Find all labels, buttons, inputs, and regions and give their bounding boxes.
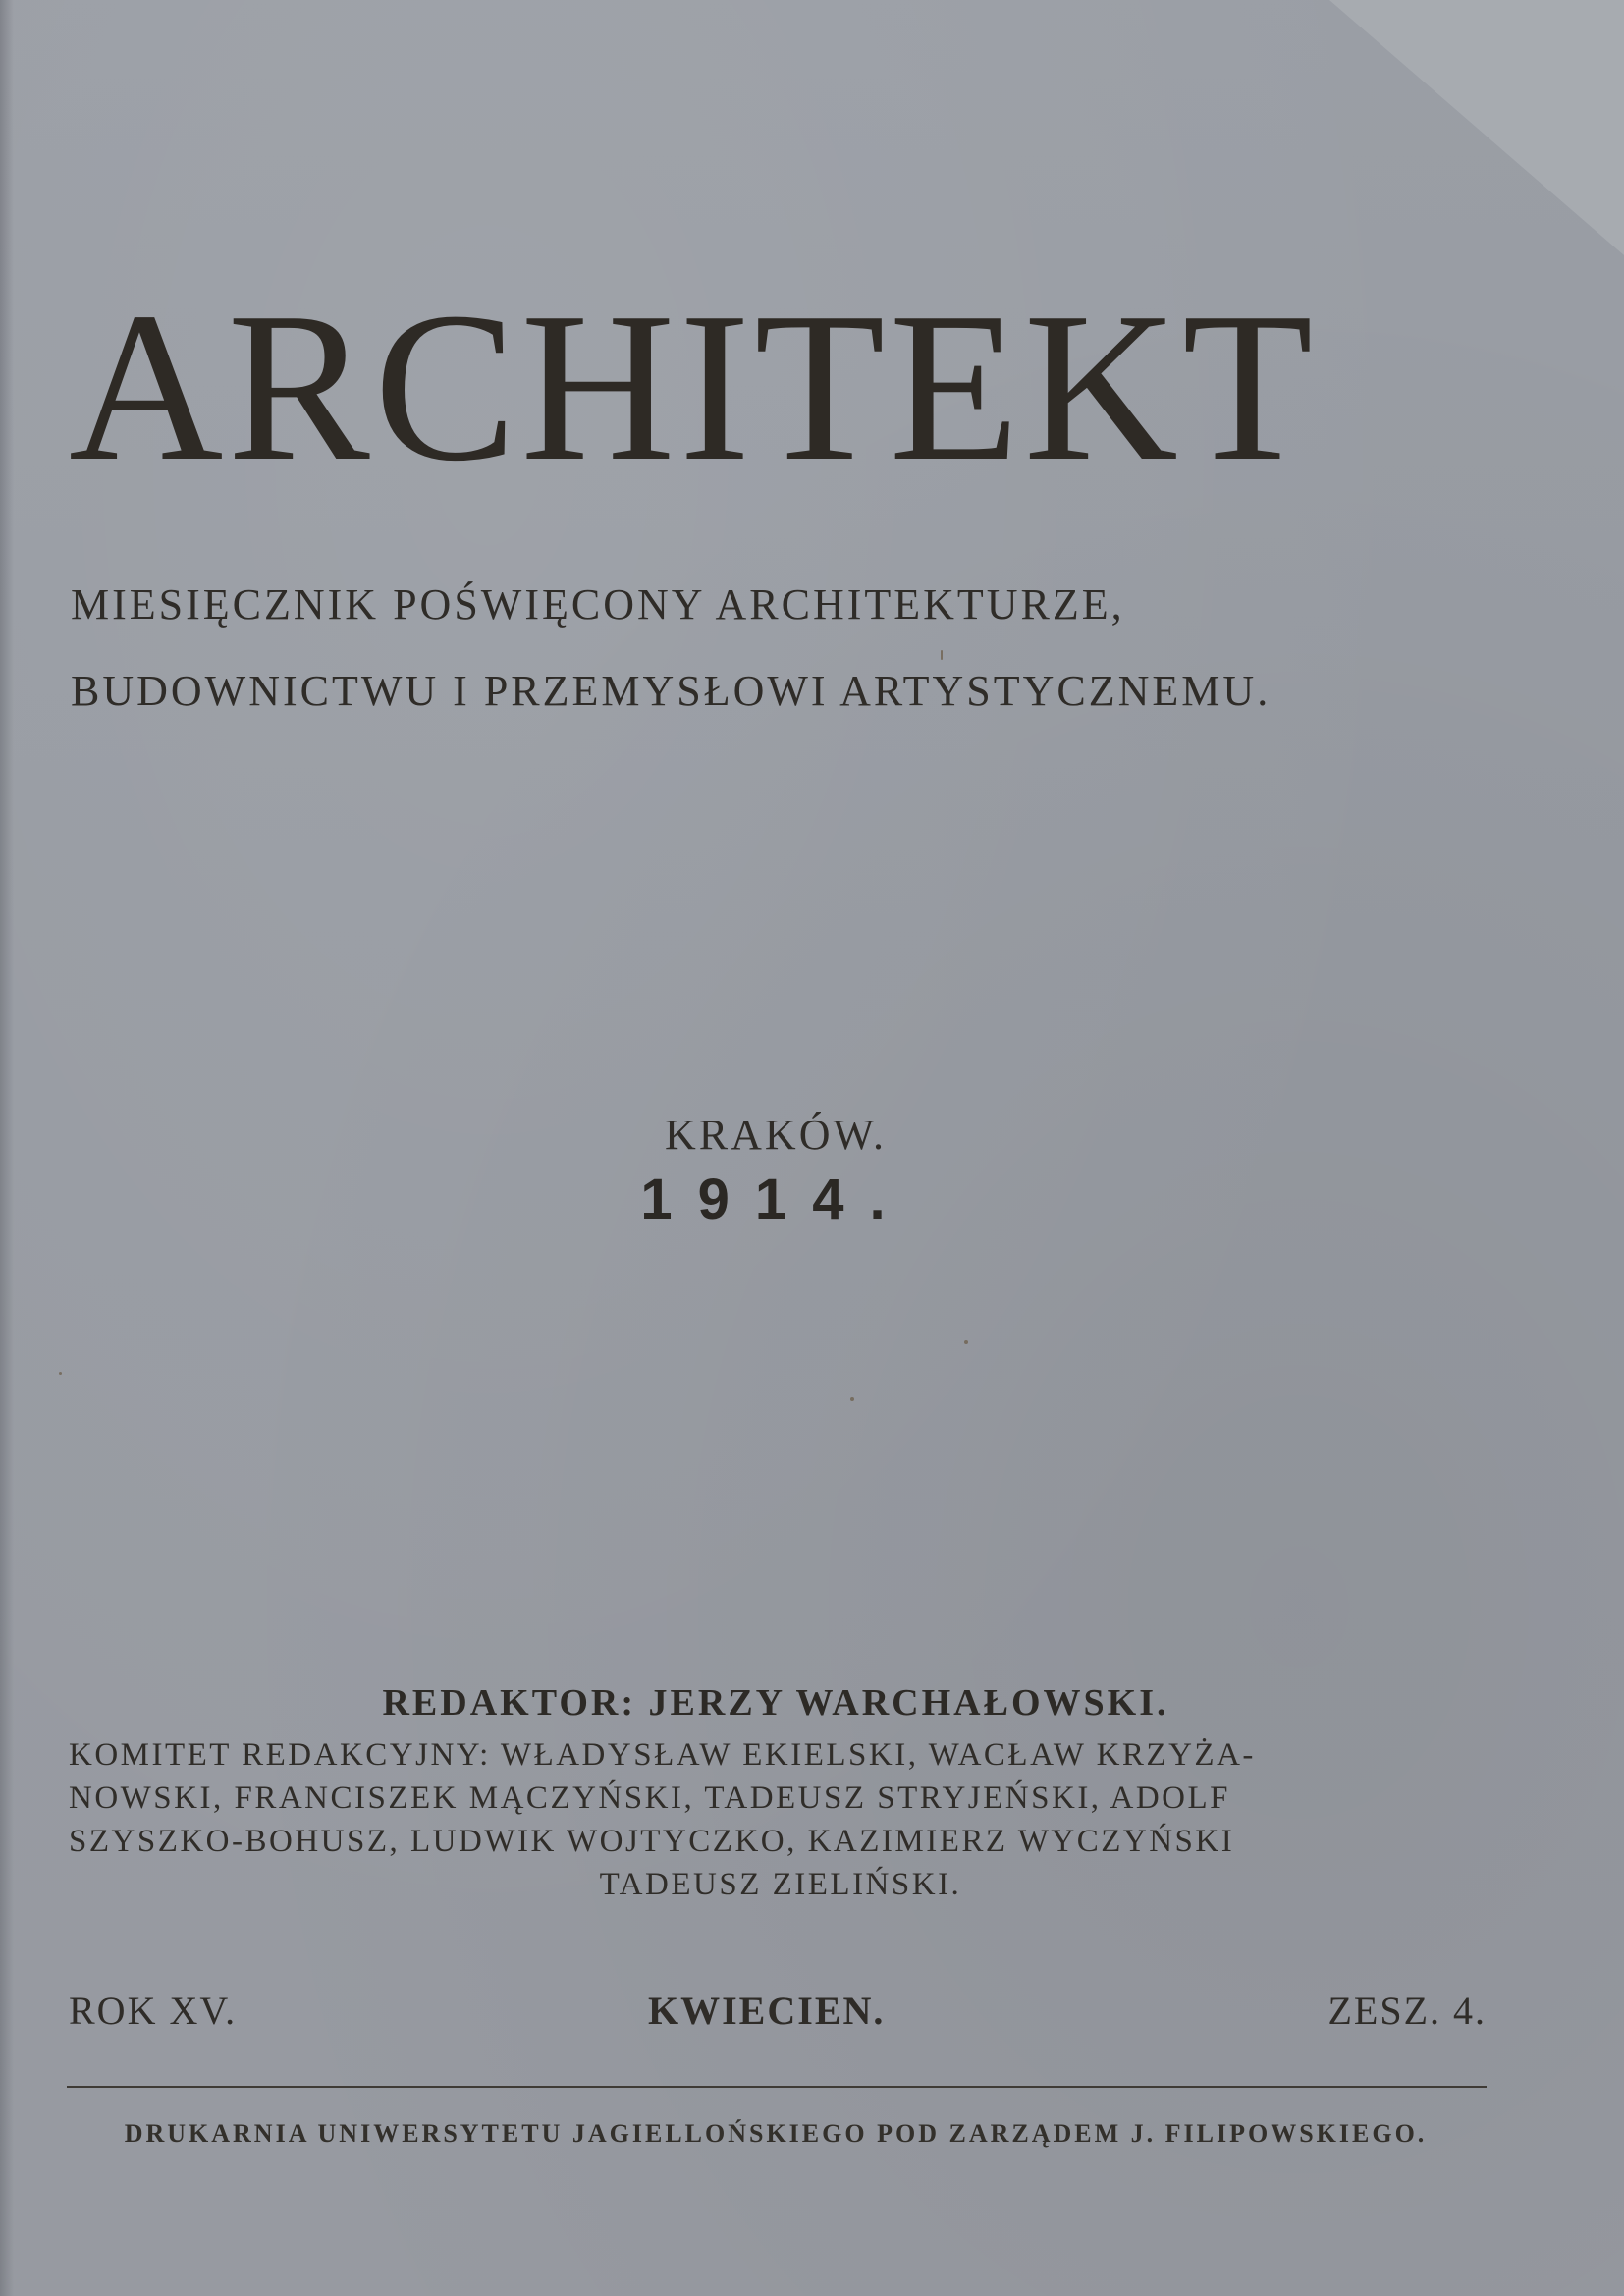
editor-credit: REDAKTOR: JERZY WARCHAŁOWSKI. (382, 1682, 1169, 1723)
divider-rule (67, 2086, 1487, 2088)
folded-corner (1329, 0, 1624, 255)
issue-info-row (69, 1988, 1487, 2043)
publication-year: 1914. (640, 1168, 911, 1231)
paper-speck (59, 1372, 62, 1375)
committee-line: NOWSKI, FRANCISZEK MĄCZYŃSKI, TADEUSZ STRYJEŃSKI, ADOLF (69, 1780, 1230, 1816)
subtitle-line-2: BUDOWNICTWU I PRZEMYSŁOWI ARTYSTYCZNEMU. (71, 667, 1272, 715)
committee-line: TADEUSZ ZIELIŃSKI. (599, 1867, 962, 1902)
subtitle-line-1: MIESIĘCZNIK POŚWIĘCONY ARCHITEKTURZE, (71, 580, 1125, 629)
paper-speck (964, 1340, 968, 1344)
printer-imprint: DRUKARNIA UNIWERSYTETU JAGIELLOŃSKIEGO POD ZARZĄDEM J. FILIPOWSKIEGO. (124, 2119, 1428, 2148)
magazine-title: ARCHITEKT (69, 269, 1318, 506)
volume-number: ROK XV. (69, 1989, 238, 2033)
committee-line: KOMITET REDAKCYJNY: WŁADYSŁAW EKIELSKI, WACŁAW KRZYŻA- (69, 1737, 1256, 1773)
paper-speck (850, 1397, 854, 1401)
paper-speck (941, 650, 943, 660)
issue-month: KWIECIEN. (648, 1989, 886, 2033)
committee-line: SZYSZKO-BOHUSZ, LUDWIK WOJTYCZKO, KAZIMIERZ WYCZYŃSKI (69, 1824, 1235, 1859)
editorial-committee (69, 1733, 1492, 1906)
issue-number: ZESZ. 4. (1327, 1989, 1487, 2033)
publication-city: KRAKÓW. (665, 1111, 887, 1159)
